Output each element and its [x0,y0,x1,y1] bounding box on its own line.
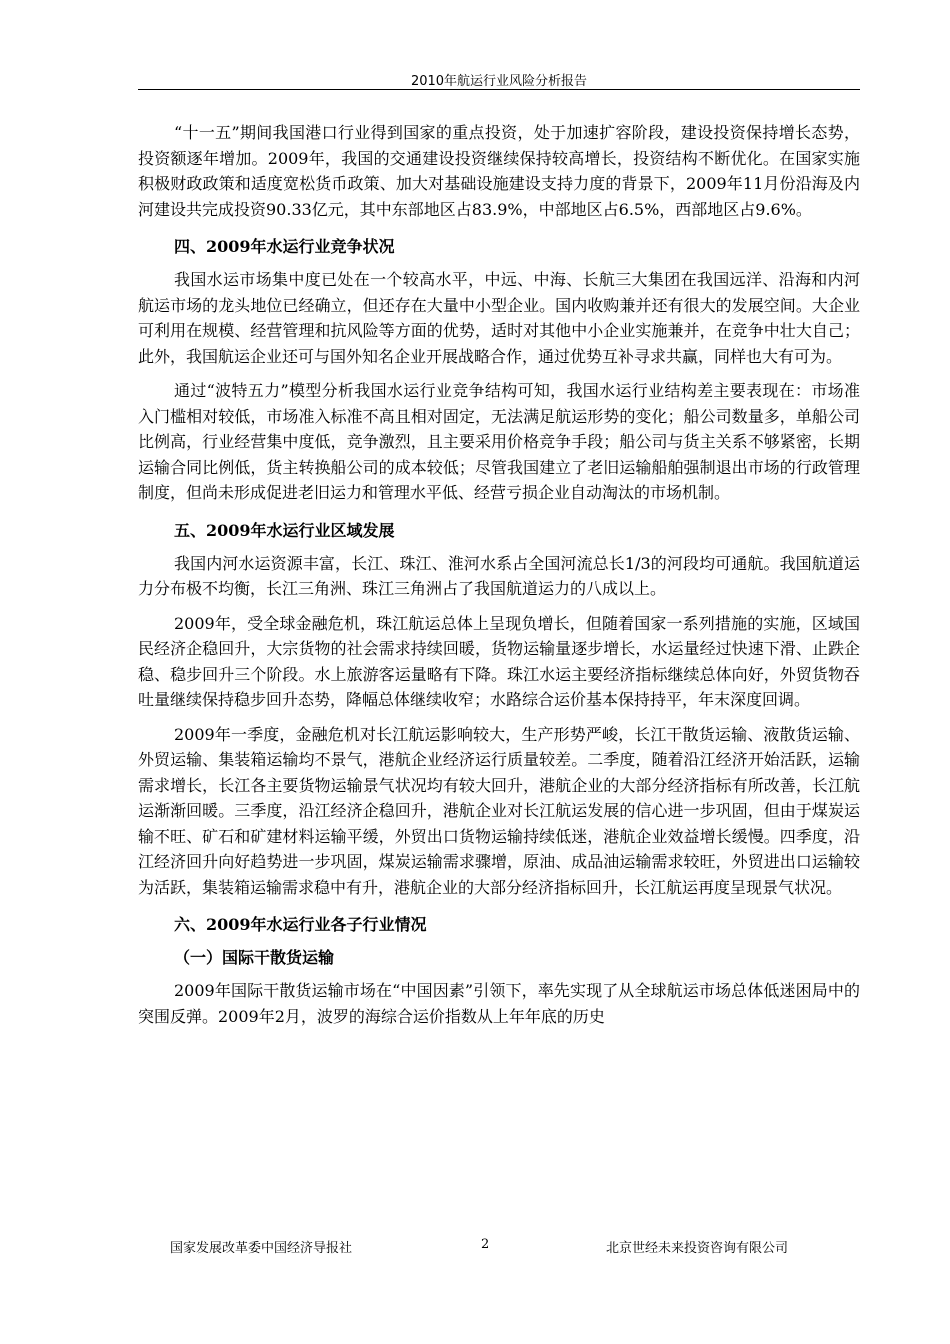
paragraph-pearl-river: 2009年，受全球金融危机，珠江航运总体上呈现负增长，但随着国家一系列措施的实施，区域国民经济企稳回升，大宗货物的社会需求持续回暖，货物运输量逐步增长，水运量经过快速下滑、止跌企稳、稳步回升三个阶段。水上旅游客运量略有下降。珠江水运主要经济指标继续总体向好，外贸货物吞吐量继续保持稳步回升态势，降幅总体继续收窄；水路综合运价基本保持持平，年末深度回调。 [138,613,860,709]
footer-company: 北京世经未来投资咨询有限公司 [606,1241,789,1256]
paragraph-inland-waterways: 我国内河水运资源丰富，长江、珠江、淮河水系占全国河流总长1/3的河段均可通航。我国航道运力分布极不均衡，长江三角洲、珠江三角洲占了我国航道运力的八成以上。 [138,553,860,598]
paragraph-market-concentration: 我国水运市场集中度已处在一个较高水平，中远、中海、长航三大集团在我国远洋、沿海和内河航运市场的龙头地位已经确立，但还存在大量中小型企业。国内收购兼并还有很大的发展空间。大企业可利用在规模、经营管理和抗风险等方面的优势，适时对其他中小企业实施兼并，在竞争中壮大自己；此外，我国航运企业还可与国外知名企业开展战略合作，通过优势互补寻求共赢，同样也大有可为。 [138,270,860,366]
section-heading-subsectors: 六、2009年水运行业各子行业情况 [174,915,427,934]
page-number: 2 [481,1237,490,1252]
page-header: 2010年航运行业风险分析报告 [410,74,588,89]
paragraph-port-investment: “十一五”期间我国港口行业得到国家的重点投资，处于加速扩容阶段，建设投资保持增长态势，投资额逐年增加。2009年，我国的交通建设投资继续保持较高增长，投资结构不断优化。在国家实施积极财政政策和适度宽松货币政策、加大对基础设施建设支持力度的背景下，2009年11月份沿海及内河建设共完成投资90.33亿元，其中东部地区占83.9%，中部地区占6.5%，西部地区占9.6%。 [138,123,860,219]
header-rule [138,89,860,90]
paragraph-porter-analysis: 通过“波特五力”模型分析我国水运行业竞争结构可知，我国水运行业结构差主要表现在：市场准入门槛相对较低，市场准入标准不高且相对固定，无法满足航运形势的变化；船公司数量多，单船公司比例高，行业经营集中度低，竞争激烈，且主要采用价格竞争手段；船公司与货主关系不够紧密，长期运输合同比例低，货主转换船公司的成本较低；尽管我国建立了老旧运输船舶强制退出市场的行政管理制度，但尚未形成促进老旧运力和管理水平低、经营亏损企业自动淘汰的市场机制。 [138,381,860,502]
paragraph-dry-bulk: 2009年国际干散货运输市场在“中国因素”引领下，率先实现了从全球航运市场总体低迷困局中的突围反弹。2009年2月，波罗的海综合运价指数从上年年底的历史 [138,981,860,1026]
footer-publisher: 国家发展改革委中国经济导报社 [170,1241,353,1256]
page-body [138,120,860,1038]
section-heading-competition: 四、2009年水运行业竞争状况 [174,237,395,256]
subsection-heading-dry-bulk: （一）国际干散货运输 [174,948,335,967]
paragraph-yangtze-river: 2009年一季度，金融危机对长江航运影响较大，生产形势严峻，长江干散货运输、液散货运输、外贸运输、集装箱运输均不景气，港航企业经济运行质量较差。二季度，随着沿江经济开始活跃，运输需求增长，长江各主要货物运输景气状况均有较大回升，港航企业的大部分经济指标有所改善，长江航运渐渐回暖。三季度，沿江经济企稳回升，港航企业对长江航运发展的信心进一步巩固，但由于煤炭运输不旺、矿石和矿建材料运输平缓，外贸出口货物运输持续低迷，港航企业效益增长缓慢。四季度，沿江经济回升向好趋势进一步巩固，煤炭运输需求骤增，原油、成品油运输需求较旺，外贸进出口运输较为活跃，集装箱运输需求稳中有升，港航企业的大部分经济指标回升，长江航运再度呈现景气状况。 [138,724,860,897]
section-heading-regional: 五、2009年水运行业区域发展 [174,520,395,540]
